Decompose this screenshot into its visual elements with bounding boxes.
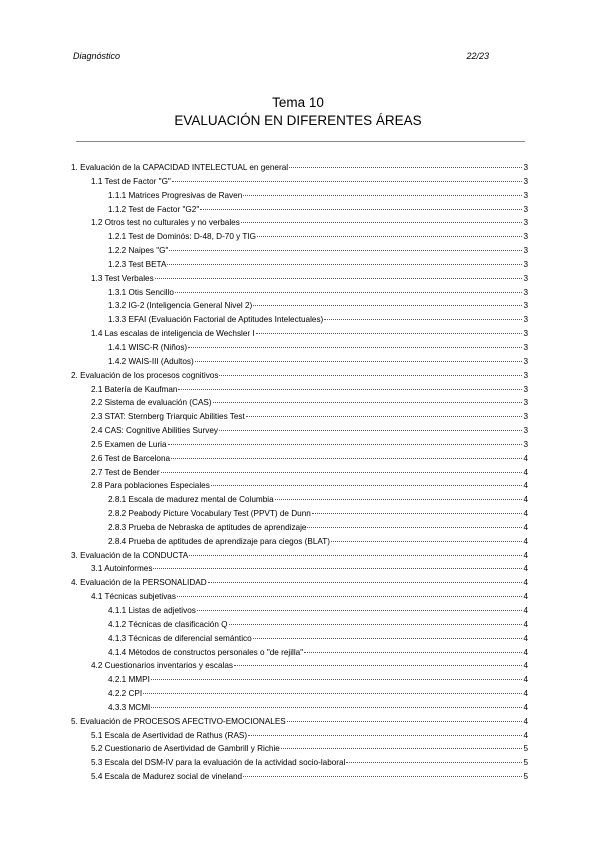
- toc-entry-page: 4: [523, 564, 528, 574]
- toc-entry[interactable]: [71, 343, 528, 357]
- toc-entry-label: 5.4 Escala de Madurez social de vineland: [91, 772, 243, 782]
- toc-entry[interactable]: [71, 177, 528, 191]
- toc-leader-dots: [195, 361, 522, 362]
- toc-entry[interactable]: [71, 329, 528, 343]
- toc-entry-page: 3: [523, 163, 528, 172]
- toc-entry[interactable]: [71, 440, 528, 454]
- toc-leader-dots: [151, 679, 522, 680]
- toc-entry-label: 4.2 Cuestionarios inventarios y escalas: [91, 661, 233, 671]
- toc-entry-label: 2.4 CAS: Cognitive Abilities Survey: [91, 426, 218, 436]
- toc-entry-label: 5.3 Escala del DSM-IV para la evaluación de la actividad socio-laboral: [91, 758, 346, 768]
- toc-entry-page: 3: [523, 232, 528, 242]
- toc-leader-dots: [167, 264, 522, 265]
- toc-entry-page: 4: [523, 633, 528, 643]
- toc-entry-label: 1.1.1 Matrices Progresivas de Raven: [108, 190, 243, 200]
- toc-entry-page: 4: [523, 550, 528, 560]
- title-block: [73, 94, 523, 130]
- toc-entry-label: 4.1.1 Listas de adjetivos: [108, 606, 196, 615]
- toc-leader-dots: [197, 610, 522, 611]
- toc-entry[interactable]: [71, 661, 528, 675]
- toc-leader-dots: [189, 555, 522, 556]
- toc-entry-page: 3: [523, 315, 528, 325]
- toc-entry[interactable]: [71, 468, 528, 482]
- toc-leader-dots: [155, 278, 522, 279]
- toc-entry-label: 2.1 Batería de Kaufman: [91, 384, 178, 394]
- toc-entry-page: 4: [523, 606, 528, 615]
- toc-entry[interactable]: [71, 606, 528, 620]
- toc-leader-dots: [234, 665, 522, 666]
- toc-entry[interactable]: [71, 551, 528, 565]
- toc-entry[interactable]: [71, 592, 528, 606]
- toc-entry-label: 1.3.3 EFAI (Evaluación Factorial de Aptitudes Intelectuales): [108, 315, 324, 325]
- toc-entry[interactable]: [71, 288, 528, 302]
- toc-entry[interactable]: [71, 509, 528, 523]
- toc-entry[interactable]: [71, 191, 528, 205]
- toc-entry[interactable]: [71, 703, 528, 717]
- toc-entry-label: 1.3.1 Otis Sencillo: [108, 287, 174, 297]
- toc-leader-dots: [289, 167, 522, 168]
- toc-leader-dots: [243, 195, 522, 196]
- toc-entry-label: 1.4.2 WAIS-III (Adultos): [108, 356, 194, 366]
- toc-entry[interactable]: [71, 357, 528, 371]
- toc-leader-dots: [171, 458, 522, 459]
- toc-entry-page: 3: [523, 204, 528, 214]
- toc-leader-dots: [307, 527, 522, 528]
- toc-entry-label: 4.1.3 Técnicas de diferencial semántico: [108, 633, 252, 643]
- toc-leader-dots: [275, 499, 522, 500]
- toc-entry-label: 1.3.2 IG-2 (Inteligencia General Nivel 2): [108, 301, 253, 311]
- toc-leader-dots: [175, 292, 522, 293]
- toc-leader-dots: [331, 541, 522, 542]
- toc-entry-label: 1. Evaluación de la CAPACIDAD INTELECTUAL en general: [71, 163, 289, 172]
- toc-entry[interactable]: [71, 232, 528, 246]
- toc-entry-label: 2.3 STAT: Sternberg Triarquic Abilities Test: [91, 412, 245, 422]
- toc-entry-label: 5.1 Escala de Asertividad de Rathus (RAS): [91, 730, 248, 740]
- toc-entry-page: 4: [523, 522, 528, 532]
- toc-leader-dots: [246, 416, 522, 417]
- toc-entry-page: 3: [523, 412, 528, 422]
- toc-entry-label: 2.8.3 Prueba de Nebraska de aptitudes de aprendizaje: [108, 522, 307, 532]
- toc-entry-page: 3: [523, 439, 528, 449]
- toc-entry-label: 2. Evaluación de los procesos cognitivos: [71, 370, 219, 380]
- toc-entry[interactable]: [71, 620, 528, 634]
- toc-entry[interactable]: [71, 301, 528, 315]
- topic-number: Tema 10: [272, 95, 324, 110]
- toc-entry-label: 2.8 Para poblaciones Especiales: [91, 481, 210, 491]
- toc-entry[interactable]: [71, 163, 528, 177]
- toc-leader-dots: [208, 582, 522, 583]
- toc-entry-label: 4.3.3 MCMI: [108, 702, 151, 712]
- toc-entry-label: 1.2.2 Naipes "G": [108, 246, 169, 256]
- toc-entry-label: 1.2.1 Test de Dominós: D-48, D-70 y TIG: [108, 232, 257, 242]
- toc-entry-label: 2.8.2 Peabody Picture Vocabulary Test (PPVT) de Dunn: [108, 509, 311, 519]
- toc-entry[interactable]: [71, 412, 528, 426]
- page-title: EVALUACIÓN EN DIFERENTES ÁREAS: [174, 113, 422, 128]
- toc-entry[interactable]: [71, 260, 528, 274]
- toc-entry-label: 3.1 Autoinformes: [91, 564, 153, 574]
- toc-entry-page: 5: [523, 744, 528, 754]
- toc-entry-page: 3: [523, 190, 528, 200]
- toc-leader-dots: [219, 430, 522, 431]
- toc-entry[interactable]: [71, 648, 528, 662]
- toc-entry-page: 4: [523, 661, 528, 671]
- toc-leader-dots: [312, 513, 522, 514]
- toc-entry-page: 3: [523, 426, 528, 436]
- toc-entry-page: 4: [523, 495, 528, 505]
- toc-entry[interactable]: [71, 675, 528, 689]
- toc-leader-dots: [346, 762, 522, 763]
- toc-leader-dots: [200, 209, 522, 210]
- toc-entry[interactable]: [71, 385, 528, 399]
- toc-entry[interactable]: [71, 481, 528, 495]
- toc-leader-dots: [257, 236, 522, 237]
- toc-entry-page: 3: [523, 246, 528, 256]
- toc-entry-page: 3: [523, 287, 528, 297]
- toc-leader-dots: [324, 319, 522, 320]
- toc-entry-label: 4.1.4 Métodos de constructos personales o "de rejilla": [108, 647, 304, 657]
- toc-entry-label: 1.4.1 WISC-R (Niños): [108, 342, 188, 352]
- toc-entry[interactable]: [71, 537, 528, 551]
- toc-entry-page: 3: [523, 329, 528, 339]
- toc-entry-page: 3: [523, 356, 528, 366]
- toc-entry[interactable]: [71, 634, 528, 648]
- toc-entry-label: 2.5 Examen de Luria: [91, 439, 167, 449]
- toc-leader-dots: [243, 776, 522, 777]
- toc-entry-label: 1.4 Las escalas de inteligencia de Wechsler I: [91, 329, 255, 339]
- toc-entry-page: 3: [523, 301, 528, 311]
- toc-entry-label: 2.2 Sistema de evaluación (CAS): [91, 398, 212, 408]
- toc-entry-page: 3: [523, 259, 528, 269]
- toc-entry-label: 1.1.2 Test de Factor "G2": [108, 204, 200, 214]
- toc-entry-page: 4: [523, 578, 528, 588]
- toc-entry-page: 3: [523, 342, 528, 352]
- toc-leader-dots: [287, 721, 522, 722]
- toc-entry[interactable]: [71, 523, 528, 537]
- toc-entry-label: 2.8.1 Escala de madurez mental de Columbia: [108, 495, 274, 505]
- toc-entry-label: 1.2 Otros test no culturales y no verbales: [91, 218, 240, 228]
- toc-entry-label: 4.2.1 MMPI: [108, 675, 150, 685]
- toc-entry-page: 3: [523, 398, 528, 408]
- toc-entry-page: 4: [523, 536, 528, 546]
- toc-entry-page: 4: [523, 716, 528, 726]
- toc-entry-label: 2.6 Test de Barcelona: [91, 453, 171, 463]
- toc-entry-label: 4.1 Técnicas subjetivas: [91, 592, 176, 602]
- toc-leader-dots: [241, 222, 522, 223]
- toc-leader-dots: [304, 652, 522, 653]
- toc-entry[interactable]: [71, 454, 528, 468]
- toc-leader-dots: [256, 333, 522, 334]
- toc-leader-dots: [211, 485, 522, 486]
- toc-entry-page: 4: [523, 453, 528, 463]
- toc-leader-dots: [188, 347, 522, 348]
- toc-entry-label: 5.2 Cuestionario de Asertividad de Gambrill y Richie: [91, 744, 280, 754]
- toc-leader-dots: [153, 568, 522, 569]
- toc-entry-page: 4: [523, 481, 528, 491]
- toc-entry-page: 4: [523, 619, 528, 629]
- toc-entry[interactable]: [71, 398, 528, 412]
- toc-entry-label: 5. Evaluación de PROCESOS AFECTIVO-EMOCIONALES: [71, 716, 286, 726]
- toc-leader-dots: [253, 305, 522, 306]
- toc-entry[interactable]: [71, 758, 528, 772]
- toc-entry-page: 4: [523, 675, 528, 685]
- toc-entry[interactable]: [71, 772, 528, 786]
- toc-entry-page: 4: [523, 730, 528, 740]
- toc-leader-dots: [248, 735, 522, 736]
- toc-entry-label: 4.2.2 CPI: [108, 689, 143, 699]
- toc-entry-label: 3. Evaluación de la CONDUCTA: [71, 550, 189, 560]
- toc-leader-dots: [169, 250, 522, 251]
- toc-entry-page: 4: [523, 592, 528, 602]
- toc-leader-dots: [151, 707, 522, 708]
- toc-entry-page: 3: [523, 176, 528, 186]
- toc-entry[interactable]: [71, 731, 528, 745]
- header-subject: Diagnóstico: [73, 51, 121, 61]
- toc-entry-page: 3: [523, 370, 528, 380]
- toc-leader-dots: [172, 181, 522, 182]
- toc-entry-label: 1.1 Test de Factor "G": [91, 176, 171, 186]
- toc-leader-dots: [229, 624, 522, 625]
- title-divider: [76, 141, 525, 142]
- toc-entry-label: 4. Evaluación de la PERSONALIDAD: [71, 578, 207, 588]
- toc-leader-dots: [168, 444, 522, 445]
- toc-entry-page: 4: [523, 702, 528, 712]
- toc-entry-page: 5: [523, 772, 528, 782]
- toc-leader-dots: [177, 596, 522, 597]
- toc-entry-page: 3: [523, 218, 528, 228]
- toc-entry[interactable]: [71, 315, 528, 329]
- toc-entry-label: 4.1.2 Técnicas de clasificación Q: [108, 619, 228, 629]
- toc-entry-label: 1.3 Test Verbales: [91, 273, 154, 283]
- toc-entry[interactable]: [71, 246, 528, 260]
- toc-entry[interactable]: [71, 371, 528, 385]
- toc-leader-dots: [143, 693, 522, 694]
- toc-entry[interactable]: [71, 689, 528, 703]
- toc-leader-dots: [219, 375, 522, 376]
- table-of-contents: [71, 163, 528, 786]
- toc-leader-dots: [253, 638, 522, 639]
- toc-leader-dots: [161, 472, 522, 473]
- toc-entry[interactable]: [71, 218, 528, 232]
- toc-leader-dots: [178, 389, 522, 390]
- toc-leader-dots: [213, 402, 522, 403]
- toc-entry-page: 4: [523, 647, 528, 657]
- toc-leader-dots: [281, 748, 522, 749]
- toc-entry[interactable]: [71, 274, 528, 288]
- toc-entry[interactable]: [71, 426, 528, 440]
- toc-entry-label: 1.2.3 Test BETA: [108, 259, 167, 269]
- toc-entry-label: 2.7 Test de Bender: [91, 467, 160, 477]
- toc-entry[interactable]: [71, 564, 528, 578]
- toc-entry[interactable]: [71, 205, 528, 219]
- toc-entry-page: 3: [523, 384, 528, 394]
- toc-entry-page: 3: [523, 273, 528, 283]
- toc-entry-page: 4: [523, 689, 528, 699]
- toc-entry-page: 4: [523, 467, 528, 477]
- toc-entry[interactable]: [71, 578, 528, 592]
- header-course: 22/23: [466, 51, 489, 61]
- toc-entry-page: 4: [523, 509, 528, 519]
- toc-entry-page: 5: [523, 758, 528, 768]
- toc-entry[interactable]: [71, 717, 528, 731]
- toc-entry-label: 2.8.4 Prueba de aptitudes de aprendizaje para ciegos (BLAT): [108, 536, 330, 546]
- toc-entry[interactable]: [71, 495, 528, 509]
- toc-entry[interactable]: [71, 744, 528, 758]
